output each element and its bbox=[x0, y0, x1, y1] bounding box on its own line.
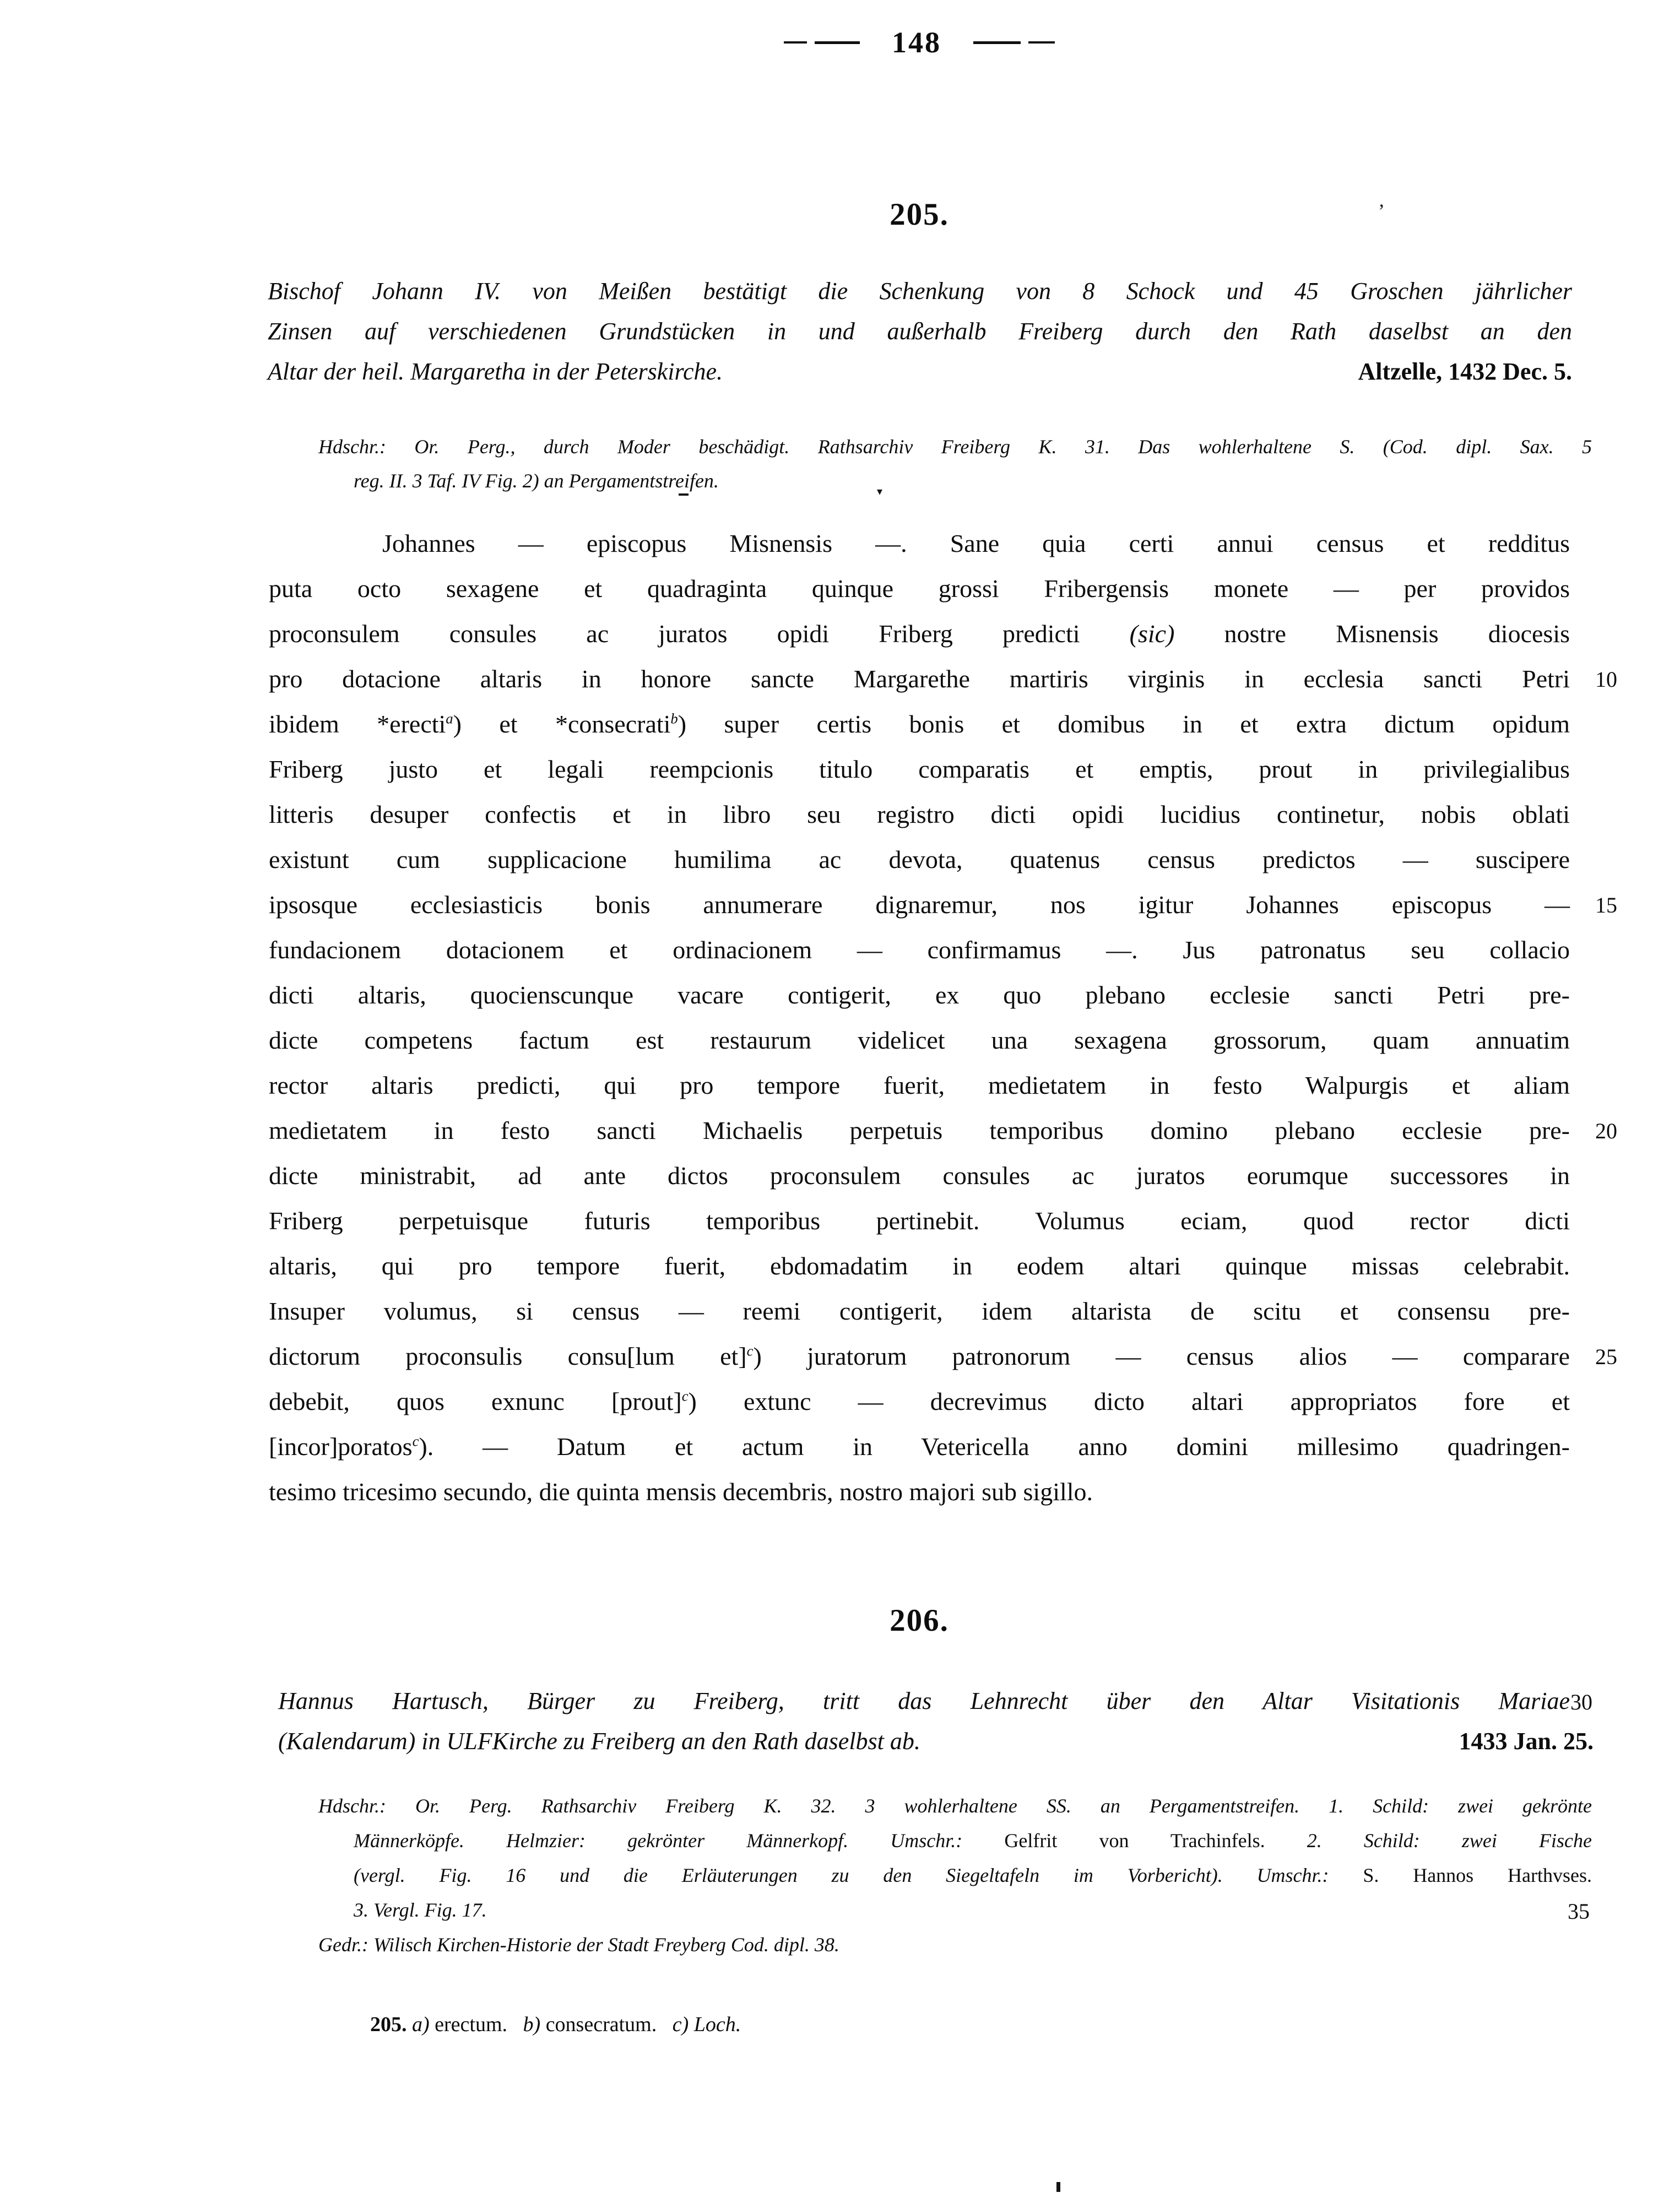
body-line: dicti altaris, quocienscunque vacare contigerit, ex quo plebano ecclesie sancti Petri pre- bbox=[269, 981, 1570, 1009]
summary-text: Hannus Hartusch, Bürger zu Freiberg, tritt das Lehnrecht über den Altar Visitationis Mariae bbox=[278, 1687, 1570, 1714]
body-line: dictorum proconsulis consu[lum et]$^c$) juratorum patronorum — census alios — comparare 25 bbox=[269, 1334, 1570, 1379]
body-line: Friberg perpetuisque futuris temporibus pertinebit. Volumus eciam, quod rector dicti bbox=[269, 1207, 1570, 1235]
header-dash bbox=[815, 41, 860, 44]
margin-line-number: 35 bbox=[1568, 1899, 1590, 1924]
entry-205-source-note bbox=[318, 430, 1592, 498]
body-line: rector altaris predicti, qui pro tempore fuerit, medietatem in festo Walpurgis et aliam bbox=[269, 1071, 1570, 1099]
margin-line-number: 15 bbox=[1595, 893, 1617, 918]
body-line: pro dotacione altaris in honore sancte Margarethe martiris virginis in ecclesia sancti Petri 10 bbox=[269, 656, 1570, 702]
body-line: Johannes — episcopus Misnensis —. Sane quia certi annui census et redditus bbox=[382, 529, 1570, 557]
note-line: Gedr.: Wilisch Kirchen-Historie der Stadt Freyberg Cod. dipl. 38. bbox=[318, 1934, 839, 1956]
entry-205-charter-text bbox=[269, 521, 1617, 1515]
body-line: dicte competens factum est restaurum videlicet una sexagena grossorum, quam annuatim bbox=[269, 1026, 1570, 1054]
note-line: Hdschr.: Or. Perg., durch Moder beschädigt. Rathsarchiv Freiberg K. 31. Das wohlerhaltene S. (Cod. dipl. Sax. 5 bbox=[318, 436, 1592, 458]
body-line: litteris desuper confectis et in libro seu registro dicti opidi lucidius continetur, nobis oblati bbox=[269, 800, 1570, 828]
entry-205-summary bbox=[268, 271, 1572, 392]
margin-line-number: 10 bbox=[1595, 667, 1617, 692]
summary-line: Zinsen auf verschiedenen Grundstücken in und außerhalb Freiberg durch den Rath daselbst an den bbox=[268, 318, 1572, 345]
footnote-205: 205. a) erectum. b) consecratum. c) Loch. bbox=[370, 2013, 741, 2036]
margin-line-number: 20 bbox=[1595, 1119, 1617, 1143]
body-line: [incor]poratos$^c$). — Datum et actum in Vetericella anno domini millesimo quadringen- bbox=[269, 1432, 1570, 1461]
note-line: (vergl. Fig. 16 und die Erläuterungen zu den Siegeltafeln im Vorbericht). Umschr.: S. Hannos Harthvses. bbox=[354, 1864, 1592, 1886]
body-line: altaris, qui pro tempore fuerit, ebdomadatim in eodem altari quinque missas celebrabit. bbox=[269, 1252, 1570, 1280]
body-line: Friberg justo et legali reempcionis titulo comparatis et emptis, prout in privilegialibus bbox=[269, 755, 1570, 783]
scan-speck bbox=[1056, 2182, 1060, 2192]
summary-text: (Kalendarum) in ULFKirche zu Freiberg an den Rath daselbst ab. bbox=[278, 1728, 920, 1755]
margin-line-number: 30 bbox=[1570, 1690, 1592, 1714]
scan-speck: ▾ bbox=[877, 486, 883, 498]
page-number: 148 bbox=[892, 26, 941, 59]
scan-speck bbox=[679, 493, 689, 496]
summary-line bbox=[268, 351, 1572, 392]
entry-206-source-note bbox=[318, 1789, 1592, 1962]
header-rule-right bbox=[973, 41, 1055, 44]
header-rule-left bbox=[784, 41, 860, 44]
body-line: fundacionem dotacionem et ordinacionem — confirmamus —. Jus patronatus seu collacio bbox=[269, 936, 1570, 964]
note-line: Hdschr.: Or. Perg. Rathsarchiv Freiberg K. 32. 3 wohlerhaltene SS. an Pergamentstreifen. 1. Schild: zwei gekrönte bbox=[318, 1795, 1592, 1817]
header-dash bbox=[784, 41, 807, 44]
body-line: dicte ministrabit, ad ante dictos proconsulem consules ac juratos eorumque successores in bbox=[269, 1162, 1570, 1190]
entry-206-date: 1433 Jan. 25. bbox=[1459, 1728, 1594, 1755]
margin-line-number: 25 bbox=[1595, 1344, 1617, 1369]
body-line: debebit, quos exnunc [prout]$^c$) extunc — decrevimus dicto altari appropriatos fore et bbox=[269, 1387, 1570, 1415]
summary-text: Altar der heil. Margaretha in der Peterskirche. bbox=[268, 358, 723, 385]
body-line: tesimo tricesimo secundo, die quinta mensis decembris, nostro majori sub sigillo. bbox=[269, 1478, 1093, 1506]
page-header bbox=[268, 23, 1571, 62]
body-line: medietatem in festo sancti Michaelis perpetuis temporibus domino plebano ecclesie pre- 20 bbox=[269, 1108, 1570, 1153]
body-line: existunt cum supplicacione humilima ac devota, quatenus census predictos — suscipere bbox=[269, 845, 1570, 873]
entry-205-number: 205. bbox=[890, 197, 949, 232]
summary-line bbox=[278, 1681, 1592, 1721]
entry-206-summary bbox=[278, 1681, 1594, 1761]
body-line: puta octo sexagene et quadraginta quinque grossi Fribergensis monete — per providos bbox=[269, 574, 1570, 603]
body-line: proconsulem consules ac juratos opidi Friberg predicti (sic) nostre Misnensis diocesis bbox=[269, 620, 1570, 648]
body-line: ipsosque ecclesiasticis bonis annumerare dignaremur, nos igitur Johannes episcopus — 15 bbox=[269, 882, 1570, 927]
note-line: Männerköpfe. Helmzier: gekrönter Männerkopf. Umschr.: Gelfrit von Trachinfels. 2. Schild: zwei Fische bbox=[354, 1830, 1592, 1852]
header-dash bbox=[973, 41, 1021, 44]
scan-speck: ’ bbox=[1378, 200, 1385, 222]
entry-206-number: 206. bbox=[890, 1603, 949, 1638]
body-line: Insuper volumus, si census — reemi contigerit, idem altarista de scitu et consensu pre- bbox=[269, 1297, 1570, 1325]
note-line: 3. Vergl. Fig. 17. 35 bbox=[354, 1893, 1592, 1928]
summary-line: Bischof Johann IV. von Meißen bestätigt die Schenkung von 8 Schock und 45 Groschen jährlicher bbox=[268, 278, 1572, 305]
entry-205-date: Altzelle, 1432 Dec. 5. bbox=[1358, 358, 1572, 385]
header-dash bbox=[1028, 41, 1055, 44]
note-line: reg. II. 3 Taf. IV Fig. 2) an Pergamentstreifen. bbox=[354, 470, 719, 492]
body-line: ibidem *erecti$^a$) et *consecrati$^b$) super certis bonis et domibus in et extra dictum opidum bbox=[269, 710, 1570, 738]
summary-line bbox=[278, 1721, 1594, 1761]
